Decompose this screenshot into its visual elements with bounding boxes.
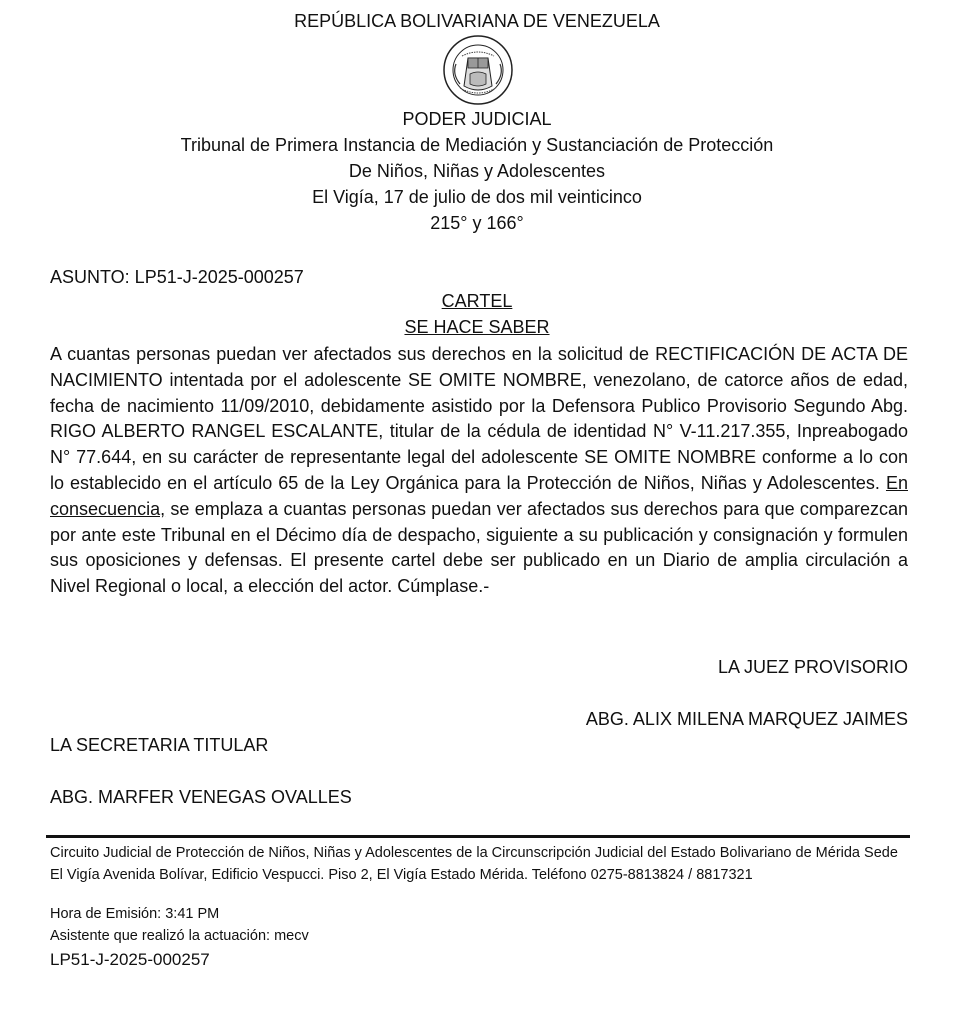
document-title: CARTEL xyxy=(441,291,513,311)
emission-time: Hora de Emisión: 3:41 PM xyxy=(50,906,220,922)
notice-body-underlined: En consecuencia, xyxy=(50,472,908,519)
notice-body-part1: A cuantas personas puedan ver afectados sus derechos en la solicitud de RECTIFICACIÓN DE ACTA DE NACIMIENTO intentada por el adolescente SE OMITE NOMBRE, venezolano, de catorce años de edad, fecha de nacimiento 11/09/2010, debidamente asistido por la Defensora Publico Provisorio Segundo Abg. RIGO ALBERTO RANGEL ESCALANTE, titular de la cédula de identidad N° V-11.217.355, Inpreabogado N° 77.644, en su carácter de representante legal del adolescente SE OMITE NOMBRE conforme a lo con lo establecido en el artículo 65 de la Ley Orgánica para la Protección de Niños, Niñas y Adolescentes. xyxy=(50,344,908,493)
assistant-line: Asistente que realizó la actuación: mecv xyxy=(50,928,309,944)
footer-address: Circuito Judicial de Protección de Niños, Niñas y Adolescentes de la Circunscripción Judicial del Estado Bolivariano de Mérida Sede El Vigía Avenida Bolívar, Edificio Vespucci. Piso 2, El Vigía Estado Mérida. Teléfono 0275-8813824 / 8817321 xyxy=(50,845,898,883)
coat-of-arms-seal-icon xyxy=(442,34,514,106)
court-name-line1: Tribunal de Primera Instancia de Mediación y Sustanciación de Protección xyxy=(180,135,774,155)
judge-title: LA JUEZ PROVISORIO xyxy=(717,657,908,677)
country-heading: REPÚBLICA BOLIVARIANA DE VENEZUELA xyxy=(294,11,660,31)
branch-heading: PODER JUDICIAL xyxy=(402,109,552,129)
notice-body xyxy=(50,342,908,600)
case-subject: ASUNTO: LP51-J-2025-000257 xyxy=(50,267,304,287)
secretary-title: LA SECRETARIA TITULAR xyxy=(50,735,269,755)
document-subtitle: SE HACE SABER xyxy=(404,317,550,337)
secretary-name: ABG. MARFER VENEGAS OVALLES xyxy=(50,787,352,807)
court-name-line2: De Niños, Niñas y Adolescentes xyxy=(348,161,606,181)
judge-name: ABG. ALIX MILENA MARQUEZ JAIMES xyxy=(585,709,908,729)
years-line: 215° y 166° xyxy=(430,213,524,233)
place-date: El Vigía, 17 de julio de dos mil veinticinco xyxy=(312,187,642,207)
notice-body-part2: se emplaza a cuantas personas puedan ver afectados sus derechos para que comparezcan por ante este Tribunal en el Décimo día de despacho, siguiente a su publicación y consignación y formulen sus oposiciones y defensas. El presente cartel debe ser publicado en un Diario de amplia circulación a Nivel Regional o local, a elección del actor. Cúmplase.- xyxy=(50,498,908,597)
case-code-footer: LP51-J-2025-000257 xyxy=(50,950,210,969)
footer-divider xyxy=(46,835,910,838)
